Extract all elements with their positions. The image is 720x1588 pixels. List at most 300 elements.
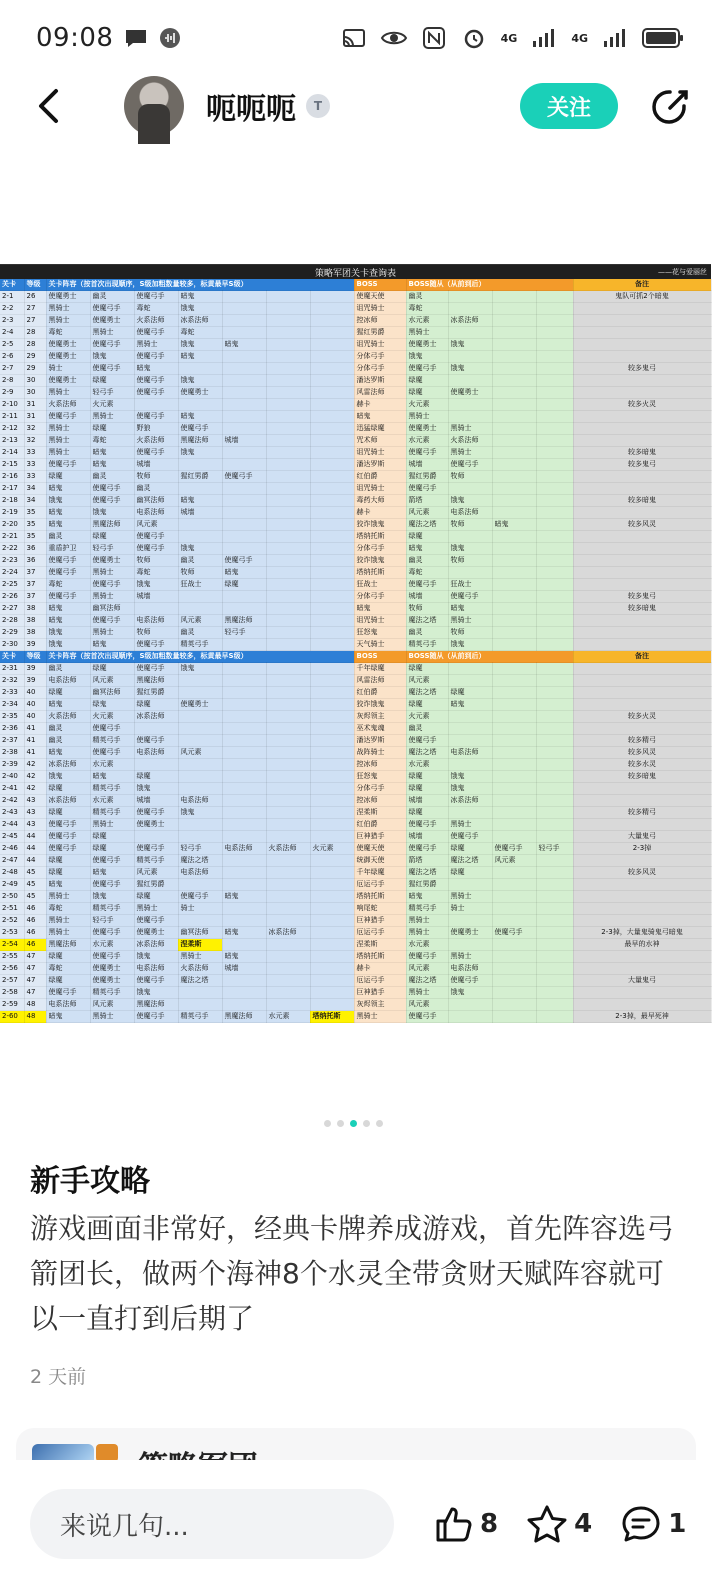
table-cell: 2-58 bbox=[0, 987, 24, 999]
table-cell: 较多鬼弓 bbox=[573, 591, 711, 603]
table-cell: 幽冥法师 bbox=[178, 927, 222, 939]
table-cell bbox=[536, 783, 573, 795]
table-cell: 分体弓手 bbox=[354, 543, 406, 555]
table-cell: 电系法师 bbox=[178, 867, 222, 879]
table-cell: 控冰师 bbox=[354, 315, 406, 327]
table-row bbox=[0, 939, 711, 951]
table-cell: 较多暗鬼 bbox=[573, 771, 711, 783]
table-cell: 较多风灵 bbox=[573, 867, 711, 879]
table-cell: 饿鬼 bbox=[178, 543, 222, 555]
table-cell bbox=[448, 999, 492, 1011]
carousel-dot[interactable] bbox=[363, 1120, 370, 1127]
table-cell: 使魔弓手 bbox=[448, 459, 492, 471]
table-cell: 44 bbox=[24, 843, 46, 855]
table-cell bbox=[573, 723, 711, 735]
carousel-dot[interactable] bbox=[324, 1120, 331, 1127]
table-cell: 使魔弓手 bbox=[90, 483, 134, 495]
table-cell: 使魔弓手 bbox=[406, 819, 448, 831]
table-cell: 2-3 bbox=[0, 315, 24, 327]
table-cell bbox=[310, 423, 354, 435]
table-cell: 精英弓手 bbox=[406, 903, 448, 915]
table-row bbox=[0, 903, 711, 915]
table-cell: 使魔勇士 bbox=[46, 291, 90, 303]
table-cell bbox=[222, 735, 266, 747]
table-cell bbox=[266, 375, 310, 387]
post-title: 新手攻略 bbox=[30, 1164, 150, 1199]
table-cell bbox=[536, 615, 573, 627]
table-row bbox=[0, 843, 711, 855]
table-cell bbox=[310, 531, 354, 543]
table-cell: 绿魔 bbox=[448, 867, 492, 879]
table-cell: 绿魔 bbox=[90, 663, 134, 675]
message-icon bbox=[123, 27, 149, 49]
table-cell: 28 bbox=[24, 339, 46, 351]
table-cell: 精英弓手 bbox=[90, 903, 134, 915]
table-cell: 2-21 bbox=[0, 531, 24, 543]
table-cell: 电系法师 bbox=[222, 843, 266, 855]
sheet-title-text: 策略军团关卡查询表 bbox=[314, 268, 396, 279]
table-cell bbox=[310, 579, 354, 591]
table-cell: 使魔天使 bbox=[354, 291, 406, 303]
table-cell bbox=[448, 531, 492, 543]
table-cell: 电系法师 bbox=[46, 999, 90, 1011]
table-cell: 47 bbox=[24, 975, 46, 987]
table-cell: 厄运弓手 bbox=[354, 975, 406, 987]
table-cell: 黑骑士 bbox=[46, 915, 90, 927]
table-cell: 2-18 bbox=[0, 495, 24, 507]
table-cell bbox=[536, 711, 573, 723]
table-cell: 电系法师 bbox=[134, 747, 178, 759]
share-button[interactable] bbox=[640, 76, 700, 136]
table-cell: 水元素 bbox=[406, 759, 448, 771]
table-cell: 使魔天使 bbox=[354, 843, 406, 855]
table-cell: 2-43 bbox=[0, 807, 24, 819]
table-header-cell: 等级 bbox=[24, 279, 46, 291]
table-cell: 使魔弓手 bbox=[406, 735, 448, 747]
table-cell: 绿魔 bbox=[406, 699, 448, 711]
table-cell bbox=[573, 987, 711, 999]
table-cell bbox=[492, 867, 536, 879]
table-cell: 幽灵 bbox=[406, 723, 448, 735]
table-cell: 43 bbox=[24, 807, 46, 819]
table-cell bbox=[573, 783, 711, 795]
table-row bbox=[0, 495, 711, 507]
signal-2-icon: 4G bbox=[571, 31, 588, 45]
table-cell bbox=[573, 411, 711, 423]
table-cell: 2-6 bbox=[0, 351, 24, 363]
table-cell: 箭塔 bbox=[406, 495, 448, 507]
table-cell: 饿鬼 bbox=[448, 543, 492, 555]
table-cell: 饿鬼 bbox=[406, 351, 448, 363]
table-cell bbox=[492, 771, 536, 783]
table-cell bbox=[222, 663, 266, 675]
table-cell: 城墙 bbox=[406, 831, 448, 843]
table-cell: 使魔勇士 bbox=[178, 387, 222, 399]
thumbs-up-icon bbox=[434, 1504, 474, 1544]
table-cell bbox=[536, 291, 573, 303]
table-cell bbox=[536, 507, 573, 519]
table-cell: 毒蛇 bbox=[46, 903, 90, 915]
table-cell: 黑骑士 bbox=[90, 1011, 134, 1023]
table-cell: 33 bbox=[24, 471, 46, 483]
table-row bbox=[0, 951, 711, 963]
table-cell: 2-53 bbox=[0, 927, 24, 939]
table-cell: 2-42 bbox=[0, 795, 24, 807]
table-cell bbox=[222, 291, 266, 303]
table-cell bbox=[310, 567, 354, 579]
table-cell: 城墙 bbox=[222, 963, 266, 975]
table-cell: 黑骑士 bbox=[354, 1011, 406, 1023]
table-cell: 2-55 bbox=[0, 951, 24, 963]
table-cell bbox=[573, 903, 711, 915]
table-cell: 饿鬼 bbox=[448, 495, 492, 507]
table-cell: 2-47 bbox=[0, 855, 24, 867]
table-row bbox=[0, 687, 711, 699]
carousel-dot[interactable] bbox=[337, 1120, 344, 1127]
table-cell bbox=[310, 831, 354, 843]
table-cell: 牧师 bbox=[448, 555, 492, 567]
table-cell: 绿魔 bbox=[406, 663, 448, 675]
table-cell bbox=[536, 795, 573, 807]
table-cell bbox=[222, 459, 266, 471]
table-cell: 2-15 bbox=[0, 459, 24, 471]
table-cell bbox=[492, 315, 536, 327]
table-cell: 使魔弓手 bbox=[406, 483, 448, 495]
table-cell: 46 bbox=[24, 903, 46, 915]
table-cell: 2-12 bbox=[0, 423, 24, 435]
table-cell: 2-38 bbox=[0, 747, 24, 759]
table-cell bbox=[536, 315, 573, 327]
table-cell bbox=[573, 423, 711, 435]
table-cell: 诅咒骑士 bbox=[354, 483, 406, 495]
back-arrow-icon bbox=[36, 88, 60, 124]
table-cell bbox=[310, 771, 354, 783]
table-cell: 36 bbox=[24, 543, 46, 555]
favorite-count: 4 bbox=[574, 1509, 593, 1539]
table-cell bbox=[266, 987, 310, 999]
table-row bbox=[0, 1011, 711, 1023]
table-cell bbox=[266, 567, 310, 579]
table-cell bbox=[178, 771, 222, 783]
table-cell: 绿魔 bbox=[134, 891, 178, 903]
table-cell bbox=[492, 807, 536, 819]
table-cell: 44 bbox=[24, 831, 46, 843]
table-cell: 黑骑士 bbox=[46, 303, 90, 315]
table-cell bbox=[536, 435, 573, 447]
table-cell bbox=[573, 483, 711, 495]
table-cell bbox=[222, 879, 266, 891]
table-cell bbox=[536, 663, 573, 675]
table-cell: 35 bbox=[24, 507, 46, 519]
table-cell: 暗鬼 bbox=[448, 603, 492, 615]
table-cell bbox=[266, 747, 310, 759]
table-cell: 饿鬼 bbox=[178, 663, 222, 675]
table-cell: 魔法之塔 bbox=[178, 855, 222, 867]
table-cell: 箭塔 bbox=[406, 855, 448, 867]
table-cell bbox=[310, 987, 354, 999]
table-cell: 暗鬼 bbox=[178, 351, 222, 363]
table-cell bbox=[536, 747, 573, 759]
table-cell: 水元素 bbox=[406, 435, 448, 447]
carousel-dot[interactable] bbox=[376, 1120, 383, 1127]
table-cell: 黑骑士 bbox=[90, 819, 134, 831]
table-row bbox=[0, 831, 711, 843]
comment-button[interactable] bbox=[620, 1504, 686, 1544]
table-cell bbox=[492, 939, 536, 951]
table-cell bbox=[492, 615, 536, 627]
table-cell bbox=[178, 459, 222, 471]
table-cell bbox=[536, 927, 573, 939]
table-cell: 巨神猎手 bbox=[354, 987, 406, 999]
table-cell bbox=[178, 591, 222, 603]
table-cell bbox=[448, 723, 492, 735]
table-cell bbox=[222, 387, 266, 399]
table-cell bbox=[222, 687, 266, 699]
table-cell bbox=[536, 735, 573, 747]
table-cell: 48 bbox=[24, 999, 46, 1011]
table-cell: 黑魔法师 bbox=[222, 1011, 266, 1023]
table-cell bbox=[266, 663, 310, 675]
table-cell: 使魔弓手 bbox=[492, 927, 536, 939]
table-cell bbox=[266, 435, 310, 447]
table-cell: 黑骑士 bbox=[90, 327, 134, 339]
table-cell: 黑骑士 bbox=[448, 447, 492, 459]
comment-input[interactable]: 来说几句... bbox=[30, 1489, 394, 1559]
like-button[interactable] bbox=[434, 1504, 498, 1544]
table-cell bbox=[310, 339, 354, 351]
table-cell: 绿魔 bbox=[46, 471, 90, 483]
table-cell bbox=[492, 951, 536, 963]
table-cell: 轻弓手 bbox=[178, 843, 222, 855]
table-cell bbox=[310, 507, 354, 519]
table-cell: 使魔弓手 bbox=[134, 375, 178, 387]
table-cell bbox=[310, 891, 354, 903]
audio-icon bbox=[157, 27, 183, 49]
table-cell: 29 bbox=[24, 363, 46, 375]
table-cell bbox=[266, 771, 310, 783]
table-cell: 狂怒鬼 bbox=[354, 771, 406, 783]
table-cell: 使魔弓手 bbox=[134, 807, 178, 819]
table-cell: 火元素 bbox=[90, 399, 134, 411]
table-cell: 火系法师 bbox=[266, 843, 310, 855]
table-cell: 牧师 bbox=[134, 471, 178, 483]
table-cell bbox=[492, 387, 536, 399]
table-cell bbox=[222, 315, 266, 327]
table-cell bbox=[492, 783, 536, 795]
post-body: 游戏画面非常好，经典卡牌养成游戏，首先阵容选弓箭团长，做两个海神8个水灵全带贪财天赋阵容就可以一直打到后期了 bbox=[30, 1212, 675, 1335]
table-cell: 暗鬼 bbox=[222, 567, 266, 579]
table-cell: 42 bbox=[24, 783, 46, 795]
table-cell: 冰系法师 bbox=[46, 795, 90, 807]
table-cell: 40 bbox=[24, 687, 46, 699]
username[interactable]: 呃呃呃 bbox=[206, 92, 296, 127]
table-cell bbox=[573, 375, 711, 387]
table-cell: 使魔弓手 bbox=[406, 579, 448, 591]
carousel-dot[interactable] bbox=[350, 1120, 357, 1127]
table-cell: 2-5 bbox=[0, 339, 24, 351]
signal-bars-2-icon bbox=[602, 27, 628, 49]
table-cell: 风元素 bbox=[406, 999, 448, 1011]
table-row bbox=[0, 879, 711, 891]
table-cell bbox=[492, 711, 536, 723]
table-cell: 2-16 bbox=[0, 471, 24, 483]
table-cell bbox=[492, 675, 536, 687]
back-button[interactable] bbox=[36, 76, 76, 136]
table-cell: 魔法之塔 bbox=[406, 867, 448, 879]
table-cell: 30 bbox=[24, 387, 46, 399]
table-cell bbox=[573, 339, 711, 351]
table-cell bbox=[310, 387, 354, 399]
table-cell: 骑士 bbox=[178, 903, 222, 915]
table-cell: 46 bbox=[24, 927, 46, 939]
table-cell bbox=[536, 687, 573, 699]
table-cell: 使魔弓手 bbox=[134, 327, 178, 339]
table-cell bbox=[178, 603, 222, 615]
table-cell bbox=[310, 315, 354, 327]
table-cell: 灰烬领主 bbox=[354, 999, 406, 1011]
table-header-cell: BOSS bbox=[354, 279, 406, 291]
table-cell: 使魔弓手 bbox=[134, 387, 178, 399]
table-cell bbox=[536, 627, 573, 639]
table-cell bbox=[448, 303, 492, 315]
table-cell: 使魔弓手 bbox=[90, 855, 134, 867]
table-cell: 火系法师 bbox=[178, 963, 222, 975]
stage-table-image[interactable] bbox=[0, 264, 711, 1020]
table-cell: 黑魔法师 bbox=[178, 435, 222, 447]
table-cell: 火元素 bbox=[406, 399, 448, 411]
table-cell: 使魔勇士 bbox=[46, 351, 90, 363]
table-cell bbox=[310, 807, 354, 819]
table-cell: 2-8 bbox=[0, 375, 24, 387]
table-cell: 黑骑士 bbox=[406, 327, 448, 339]
table-cell: 2-17 bbox=[0, 483, 24, 495]
table-cell bbox=[492, 411, 536, 423]
table-cell: 大量鬼弓 bbox=[573, 831, 711, 843]
favorite-button[interactable] bbox=[526, 1504, 592, 1544]
table-cell: 2-30 bbox=[0, 639, 24, 651]
table-cell bbox=[573, 639, 711, 651]
table-cell: 暗鬼 bbox=[178, 291, 222, 303]
table-cell bbox=[492, 591, 536, 603]
table-row bbox=[0, 627, 711, 639]
table-cell: 2-36 bbox=[0, 723, 24, 735]
table-cell: 42 bbox=[24, 759, 46, 771]
table-cell bbox=[448, 879, 492, 891]
table-cell bbox=[178, 735, 222, 747]
table-cell: 2-10 bbox=[0, 399, 24, 411]
table-cell bbox=[492, 891, 536, 903]
status-left-icons bbox=[123, 27, 183, 49]
table-cell bbox=[310, 471, 354, 483]
table-header-cell: 关卡 bbox=[0, 651, 24, 663]
table-cell: 使魔弓手 bbox=[448, 975, 492, 987]
table-cell: 39 bbox=[24, 675, 46, 687]
table-cell: 幽冥法师 bbox=[90, 603, 134, 615]
table-cell: 使魔弓手 bbox=[90, 927, 134, 939]
table-row bbox=[0, 435, 711, 447]
table-cell: 黑骑士 bbox=[448, 891, 492, 903]
table-cell: 暗鬼 bbox=[178, 411, 222, 423]
table-cell: 最早的水神 bbox=[573, 939, 711, 951]
table-cell: 冰系法师 bbox=[266, 927, 310, 939]
table-cell bbox=[134, 603, 178, 615]
table-cell: 41 bbox=[24, 735, 46, 747]
table-cell: 2-1 bbox=[0, 291, 24, 303]
table-cell: 黑骑士 bbox=[90, 591, 134, 603]
table-cell bbox=[222, 711, 266, 723]
table-cell bbox=[266, 387, 310, 399]
table-cell: 暗鬼 bbox=[90, 459, 134, 471]
table-row bbox=[0, 639, 711, 651]
table-cell bbox=[310, 435, 354, 447]
table-cell: 42 bbox=[24, 771, 46, 783]
table-cell: 29 bbox=[24, 351, 46, 363]
table-row bbox=[0, 735, 711, 747]
table-cell bbox=[573, 615, 711, 627]
table-cell bbox=[492, 699, 536, 711]
table-cell: 31 bbox=[24, 411, 46, 423]
table-cell: 幽灵 bbox=[46, 723, 90, 735]
table-cell: 狂战士 bbox=[178, 579, 222, 591]
table-cell: 2-3掉，最早死神 bbox=[573, 1011, 711, 1023]
follow-button[interactable]: 关注 bbox=[520, 83, 618, 129]
table-row bbox=[0, 699, 711, 711]
signal-bars-icon bbox=[531, 27, 557, 49]
table-cell bbox=[266, 855, 310, 867]
table-cell: 使魔勇士 bbox=[46, 375, 90, 387]
table-cell: 2-34 bbox=[0, 699, 24, 711]
table-cell: 狂战士 bbox=[448, 579, 492, 591]
table-cell bbox=[536, 939, 573, 951]
table-cell: 水元素 bbox=[266, 1011, 310, 1023]
table-cell: 2-27 bbox=[0, 603, 24, 615]
post-time: 2 天前 bbox=[30, 1366, 87, 1388]
table-cell: 30 bbox=[24, 375, 46, 387]
table-cell: 暗鬼 bbox=[448, 699, 492, 711]
table-cell bbox=[492, 423, 536, 435]
table-cell bbox=[536, 699, 573, 711]
table-cell: 2-41 bbox=[0, 783, 24, 795]
table-cell: 魔法之塔 bbox=[406, 687, 448, 699]
table-cell bbox=[222, 975, 266, 987]
table-cell bbox=[573, 531, 711, 543]
table-row bbox=[0, 411, 711, 423]
table-cell: 风元素 bbox=[406, 675, 448, 687]
table-cell: 幽灵 bbox=[46, 663, 90, 675]
table-cell: 暗鬼 bbox=[222, 339, 266, 351]
table-cell: 饿鬼 bbox=[134, 783, 178, 795]
table-cell bbox=[310, 363, 354, 375]
table-cell bbox=[492, 459, 536, 471]
table-cell bbox=[266, 291, 310, 303]
signal-1-icon: 4G bbox=[500, 31, 518, 45]
table-cell bbox=[448, 915, 492, 927]
table-cell: 涅柔斯 bbox=[354, 807, 406, 819]
table-cell: 使魔弓手 bbox=[90, 951, 134, 963]
table-cell: 暗鬼 bbox=[46, 615, 90, 627]
table-cell: 2-26 bbox=[0, 591, 24, 603]
table-cell bbox=[492, 999, 536, 1011]
table-cell bbox=[266, 699, 310, 711]
avatar[interactable] bbox=[124, 76, 184, 136]
table-cell: 黑骑士 bbox=[448, 423, 492, 435]
table-cell bbox=[266, 879, 310, 891]
table-row bbox=[0, 723, 711, 735]
table-cell: 暗鬼 bbox=[134, 363, 178, 375]
table-cell bbox=[310, 603, 354, 615]
table-row bbox=[0, 291, 711, 303]
table-row bbox=[0, 351, 711, 363]
